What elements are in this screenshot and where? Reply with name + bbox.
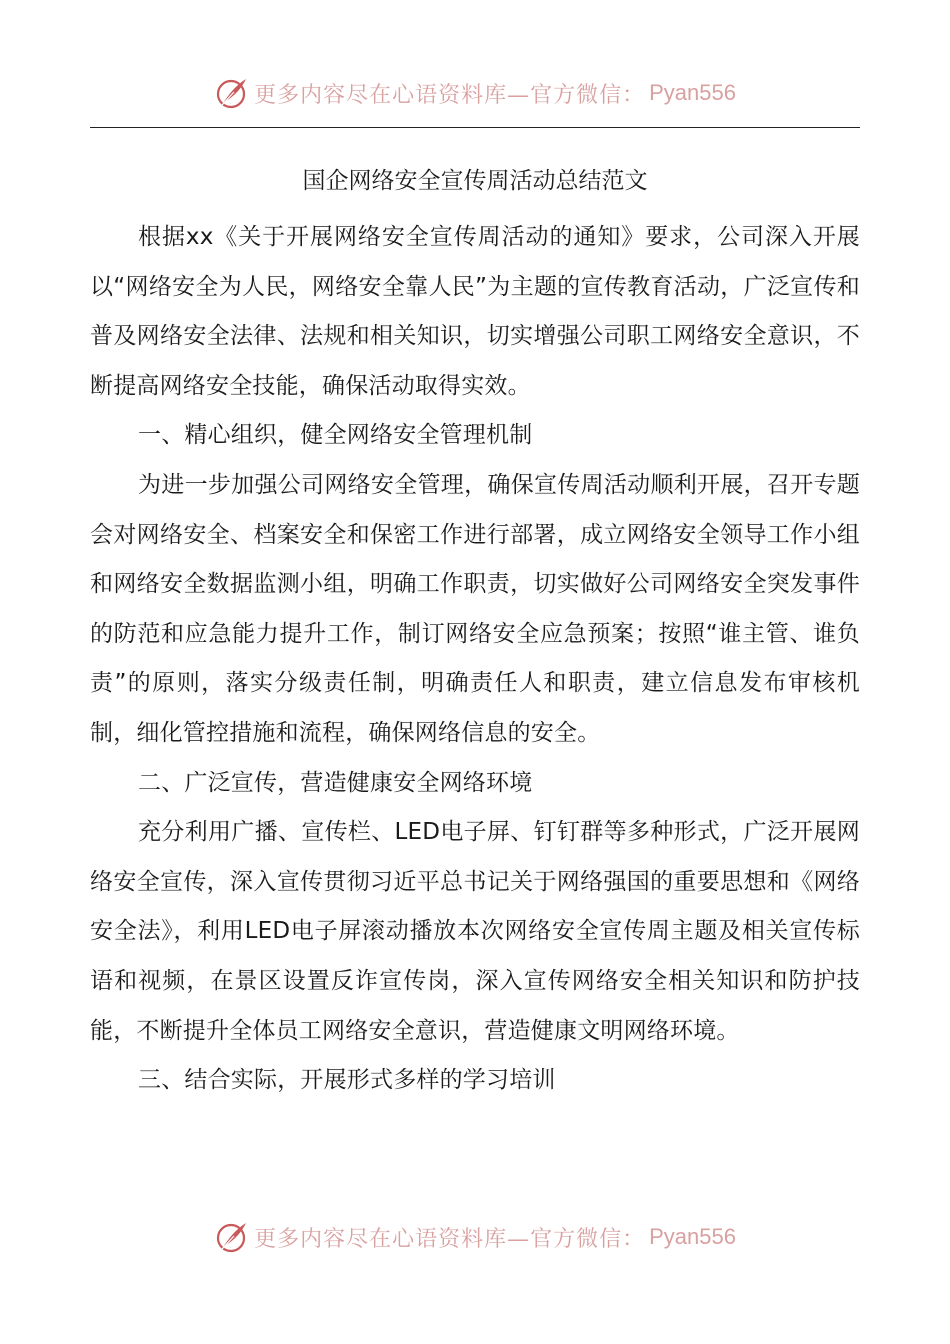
intro-paragraph: 根据xx《关于开展网络安全宣传周活动的通知》要求，公司深入开展以“网络安全为人民，网络安全靠人民”为主题的宣传教育活动，广泛宣传和普及网络安全法律、法规和相关知识，切实增强公司职工网络安全意识，不断提高网络安全技能，确保活动取得实效。 bbox=[90, 224, 860, 399]
section-heading-2: 二、广泛宣传，营造健康安全网络环境 bbox=[138, 769, 533, 796]
header-divider bbox=[90, 127, 860, 128]
feather-pen-icon bbox=[214, 75, 250, 111]
banner-text: 更多内容尽在心语资料库—官方微信： bbox=[254, 82, 646, 108]
section-heading-1: 一、精心组织，健全网络安全管理机制 bbox=[138, 422, 533, 449]
header-banner bbox=[0, 70, 950, 116]
banner-text: 更多内容尽在心语资料库—官方微信： bbox=[254, 1226, 646, 1252]
feather-pen-icon bbox=[214, 1219, 250, 1255]
section-heading-3: 三、结合实际，开展形式多样的学习培训 bbox=[138, 1067, 556, 1094]
section-paragraph-1: 为进一步加强公司网络安全管理，确保宣传周活动顺利开展，召开专题会对网络安全、档案安全和保密工作进行部署，成立网络安全领导工作小组和网络安全数据监测小组，明确工作职责，切实做好公司网络安全突发事件的防范和应急能力提升工作，制订网络安全应急预案；按照“谁主管、谁负责”的原则，落实分级责任制，明确责任人和职责，建立信息发布审核机制，细化管控措施和流程，确保网络信息的安全。 bbox=[90, 471, 860, 746]
section-paragraph-2: 充分利用广播、宣传栏、LED电子屏、钉钉群等多种形式，广泛开展网络安全宣传，深入宣传贯彻习近平总书记关于网络强国的重要思想和《网络安全法》，利用LED电子屏滚动播放本次网络安全宣传周主题及相关宣传标语和视频，在景区设置反诈宣传岗，深入宣传网络安全相关知识和防护技能，不断提升全体员工网络安全意识，营造健康文明网络环境。 bbox=[90, 819, 860, 1044]
footer-banner bbox=[0, 1214, 950, 1260]
wechat-id: Pyan556 bbox=[649, 80, 736, 105]
wechat-id: Pyan556 bbox=[649, 1224, 736, 1249]
document-title: 国企网络安全宣传周活动总结范文 bbox=[302, 168, 648, 194]
document-body bbox=[90, 213, 860, 1106]
